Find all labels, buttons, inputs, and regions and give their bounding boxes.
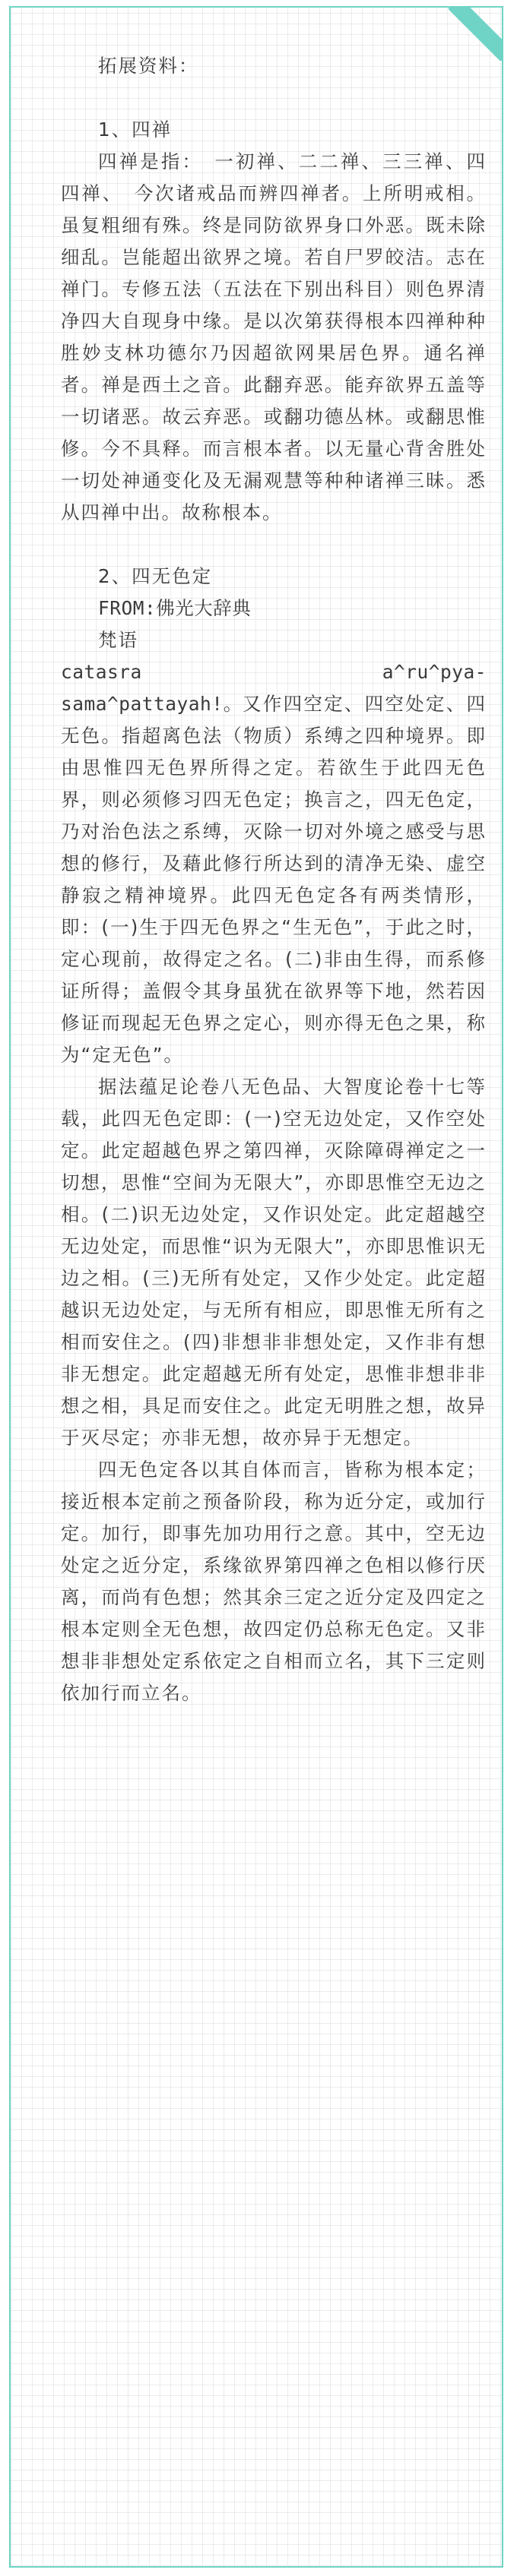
sanskrit-term-end: sama^pattayah!。	[61, 693, 243, 715]
section2-para3: 四无色定各以其自体而言，皆称为根本定；接近根本定前之预备阶段，称为近分定，或加行定。加行，即事先加功用行之意。其中，空无边处定之近分定，系缘欲界第四禅之色相以修行厌离，而尚有色想；然其余三定之近分定及四定之根本定则全无色想，故四定仍总称无色定。又非想非非想处定系依定之自相而立名，其下三定则依加行而立名。	[61, 1459, 487, 1704]
sanskrit-term-right: a^ru^pya-	[382, 661, 487, 683]
section1-title: 1、四禅	[98, 119, 173, 141]
blank-line	[61, 529, 487, 561]
source-line: FROM:佛光大辞典	[98, 597, 252, 619]
section2-para2: 据法蕴足论卷八无色品、大智度论卷十七等载，此四无色定即：(一)空无边处定，又作空处定。此定超越色界之第四禅，灭除障碍禅定之一切想，思惟“空间为无限大”，亦即思惟空无边之相。(二)识无边处定，又作识处定。此定超越空无边处定，而思惟“识为无限大”，亦即思惟识无边之相。(三)无所有处定，又作少处定。此定超越识无边处定，与无所有相应，即思惟无所有之相而安住之。(四)非想非非想处定，又作非有想非无想定。此定超越无所有处定，思惟非想非非想之相，具足而安住之。此定无明胜之想，故异于灭尽定；亦非无想，故亦异于无想定。	[61, 1076, 487, 1449]
article-card	[9, 6, 503, 2568]
sanskrit-term-left: catasra	[61, 661, 142, 683]
sanskrit-label: 梵语	[98, 629, 138, 651]
section2-para1	[61, 688, 487, 1071]
section2-para1-text: 又作四空定、四空处定、四无色。指超离色法（物质）系缚之四种境界。即由思惟四无色界所得之定。若欲生于此四无色界，则必须修习四无色定；换言之，四无色定，乃对治色法之系缚，灭除一切对外境之感受与思想的修行，及藉此修行所达到的清净无染、虚空静寂之精神境界。此四无色定各有两类情形，即：(一)生于四无色界之“生无色”，于此之时，定心现前，故得定之名。(二)非由生得，而系修证所得；盖假令其身虽犹在欲界等下地，然若因修证而现起无色界之定心，则亦得无色之果，称为“定无色”。	[61, 693, 487, 1066]
blank-line	[61, 82, 487, 114]
sanskrit-term-line	[61, 656, 487, 688]
section2-title: 2、四无色定	[98, 565, 213, 587]
section1-body: 四禅是指： 一初禅、二二禅、三三禅、四四禅、 今次诸戒品而辨四禅者。上所明戒相。虽复粗细有殊。终是同防欲界身口外恶。既未除细乱。岂能超出欲界之境。若自尸罗皎洁。志在禅门。专修五法（五法在下别出科目）则色界清净四大自现身中缘。是以次第获得根本四禅种种胜妙支林功德尔乃因超欲网果居色界。通名禅者。禅是西土之音。此翻弃恶。能弃欲界五盖等一切诸恶。故云弃恶。或翻功德丛林。或翻思惟修。今不具释。而言根本者。以无量心背舍胜处一切处神通变化及无漏观慧等种种诸禅三昧。悉从四禅中出。故称根本。	[61, 150, 487, 523]
section-heading: 拓展资料：	[98, 55, 199, 77]
article-content	[61, 50, 487, 1709]
